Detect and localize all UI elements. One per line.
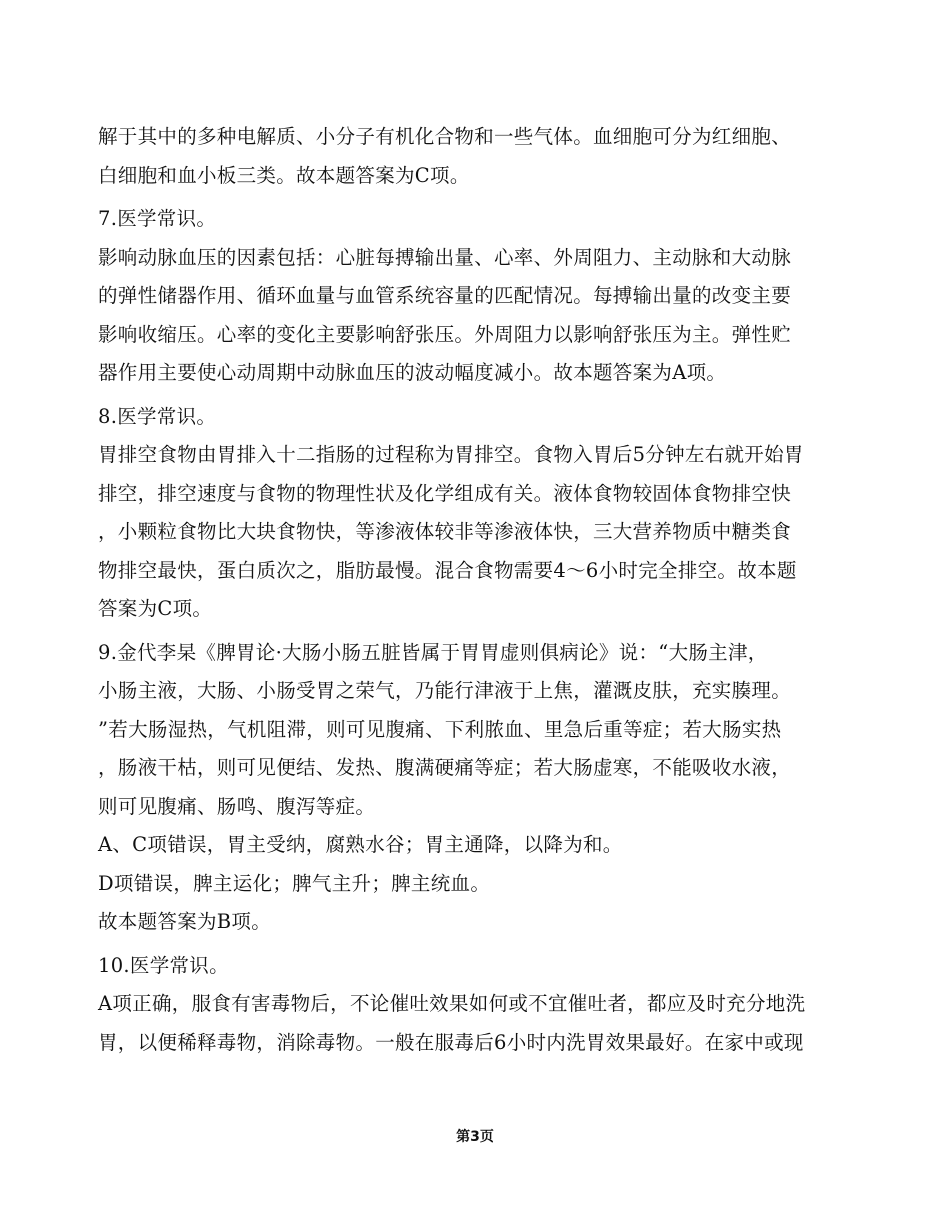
section-heading: 8.医学常识。 — [98, 404, 217, 428]
text-line: 答案为C项。 — [98, 597, 213, 620]
text-line: 白细胞和血小板三类。故本题答案为C项。 — [98, 163, 470, 187]
text-line: D项错误，脾主运化；脾气主升；脾主统血。 — [98, 871, 491, 895]
text-line: ，小颗粒食物比大块食物快，等渗液体较非等渗液体快，三大营养物质中糖类食 — [98, 520, 792, 543]
text-line: 胃，以便稀释毒物，消除毒物。一般在服毒后6小时内洗胃效果最好。在家中或现 — [98, 1030, 804, 1054]
text-line: 排空，排空速度与食物的物理性状及化学组成有关。液体食物较固体食物排空快 — [98, 481, 792, 505]
section-heading: 10.医学常识。 — [98, 953, 229, 977]
section-heading: 9.金代李杲《脾胃论·大肠小肠五脏皆属于胃胃虚则俱病论》说：“大肠主津， — [98, 640, 768, 664]
text-line: 解于其中的多种电解质、小分子有机化合物和一些气体。血细胞可分为红细胞、 — [98, 125, 792, 148]
text-line: 的弹性储器作用、循环血量与血管系统容量的匹配情况。每搏输出量的改变主要 — [98, 284, 792, 307]
text-line: 则可见腹痛、肠鸣、腹泻等症。 — [98, 794, 376, 818]
text-line: 故本题答案为B项。 — [98, 910, 272, 933]
text-line: ，肠液干枯，则可见便结、发热、腹满硬痛等症；若大肠虚寒，不能吸收水液， — [98, 756, 792, 779]
page-number: 第3页 — [456, 1129, 494, 1145]
text-line: 物排空最快，蛋白质次之，脂肪最慢。混合食物需要4～6小时完全排空。故本题 — [98, 558, 797, 582]
text-line: 小肠主液，大肠、小肠受胃之荣气，乃能行津液于上焦，灌溉皮肤，充实腠理。 — [98, 679, 792, 702]
text-line: A项正确，服食有害毒物后，不论催吐效果如何或不宜催吐者，都应及时充分地洗 — [98, 992, 806, 1015]
text-line: ”若大肠湿热，气机阻滞，则可见腹痛、下利脓血、里急后重等症；若大肠实热 — [98, 717, 782, 741]
document-body — [98, 118, 868, 1062]
text-line: A、C项错误，胃主受纳，腐熟水谷；胃主通降，以降为和。 — [98, 833, 623, 856]
text-line: 胃排空食物由胃排入十二指肠的过程称为胃排空。食物入胃后5分钟左右就开始胃 — [98, 443, 804, 466]
text-line: 影响收缩压。心率的变化主要影响舒张压。外周阻力以影响舒张压为主。弹性贮 — [98, 322, 792, 346]
text-line: 器作用主要使心动周期中动脉血压的波动幅度减小。故本题答案为A项。 — [98, 361, 727, 384]
section-heading: 7.医学常识。 — [98, 207, 217, 230]
text-line: 影响动脉血压的因素包括：心脏每搏输出量、心率、外周阻力、主动脉和大动脉 — [98, 245, 792, 269]
